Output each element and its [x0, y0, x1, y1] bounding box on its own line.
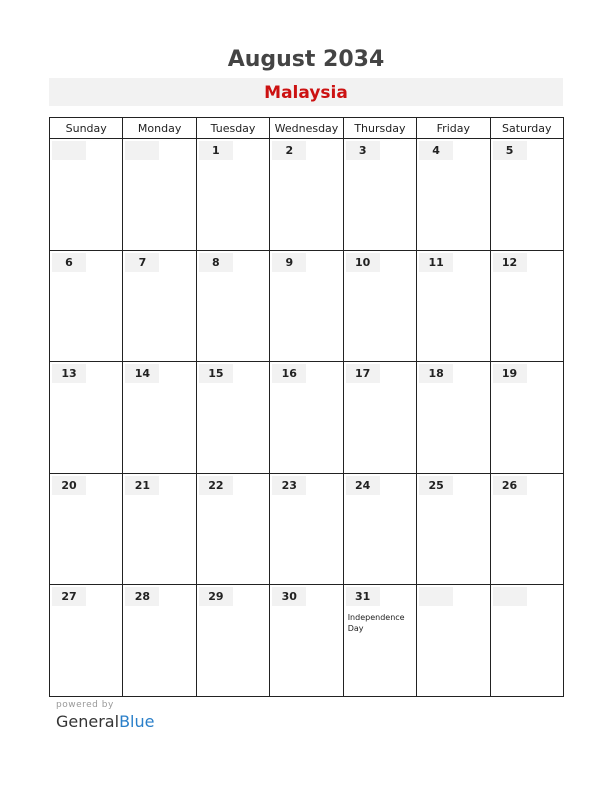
- day-number: 9: [272, 253, 306, 272]
- day-number: 27: [52, 587, 86, 606]
- day-cell: [196, 139, 269, 251]
- weekday-friday: Friday: [417, 118, 490, 139]
- weekday-monday: Monday: [123, 118, 196, 139]
- day-number: 12: [493, 253, 527, 272]
- day-cell: [50, 473, 123, 585]
- day-number: 17: [346, 364, 380, 383]
- day-cell: [196, 585, 269, 697]
- day-number: 26: [493, 476, 527, 495]
- day-number: 23: [272, 476, 306, 495]
- day-number: 24: [346, 476, 380, 495]
- country-banner: [49, 78, 563, 106]
- day-cell: [490, 139, 563, 251]
- day-number: 28: [125, 587, 159, 606]
- day-number: 8: [199, 253, 233, 272]
- weekday-wednesday: Wednesday: [270, 118, 343, 139]
- brand-general-text: General: [56, 712, 120, 731]
- day-cell: [270, 139, 343, 251]
- day-number: 1: [199, 141, 233, 160]
- day-number: [125, 141, 159, 160]
- weekday-thursday: Thursday: [343, 118, 416, 139]
- day-cell: [417, 473, 490, 585]
- day-cell: [490, 250, 563, 362]
- day-cell: [417, 250, 490, 362]
- day-cell: [50, 362, 123, 474]
- weekday-header-row: [50, 118, 564, 139]
- day-number: 4: [419, 141, 453, 160]
- day-number: 15: [199, 364, 233, 383]
- day-number: 10: [346, 253, 380, 272]
- week-row: [50, 473, 564, 585]
- day-cell: [196, 362, 269, 474]
- day-number: 19: [493, 364, 527, 383]
- day-number: 16: [272, 364, 306, 383]
- day-number: [52, 141, 86, 160]
- calendar-grid: [49, 117, 564, 697]
- day-cell: [343, 585, 416, 697]
- weekday-tuesday: Tuesday: [196, 118, 269, 139]
- day-number: 5: [493, 141, 527, 160]
- day-cell: [490, 473, 563, 585]
- day-number: 13: [52, 364, 86, 383]
- week-row: [50, 362, 564, 474]
- generalblue-logo: [56, 712, 154, 731]
- day-cell: [270, 250, 343, 362]
- page-title: August 2034: [227, 47, 385, 72]
- day-cell: [270, 362, 343, 474]
- day-cell: [196, 473, 269, 585]
- day-cell: [50, 250, 123, 362]
- footer-branding: [56, 700, 154, 731]
- day-cell: [50, 585, 123, 697]
- day-number: 25: [419, 476, 453, 495]
- day-cell: [417, 139, 490, 251]
- day-number: 14: [125, 364, 159, 383]
- day-cell: [343, 473, 416, 585]
- weekday-saturday: Saturday: [490, 118, 563, 139]
- day-cell: [490, 585, 563, 697]
- day-cell: [123, 585, 196, 697]
- day-number: 29: [199, 587, 233, 606]
- day-cell: [123, 139, 196, 251]
- day-cell: [123, 362, 196, 474]
- day-number: [419, 587, 453, 606]
- day-number: 30: [272, 587, 306, 606]
- week-row: [50, 250, 564, 362]
- day-cell: [417, 585, 490, 697]
- week-row: [50, 139, 564, 251]
- day-cell: [490, 362, 563, 474]
- day-cell: [123, 250, 196, 362]
- day-cell: [196, 250, 269, 362]
- day-number: 31: [346, 587, 380, 606]
- day-number: 7: [125, 253, 159, 272]
- day-number: 6: [52, 253, 86, 272]
- day-number: 22: [199, 476, 233, 495]
- week-row: [50, 585, 564, 697]
- holiday-label: Independence Day: [347, 613, 405, 634]
- day-number: [493, 587, 527, 606]
- day-number: 20: [52, 476, 86, 495]
- day-cell: [417, 362, 490, 474]
- day-number: 18: [419, 364, 453, 383]
- country-name: Malaysia: [264, 83, 348, 103]
- day-number: 3: [346, 141, 380, 160]
- day-cell: [50, 139, 123, 251]
- day-number: 11: [419, 253, 453, 272]
- day-cell: [343, 362, 416, 474]
- day-cell: [270, 585, 343, 697]
- day-number: 21: [125, 476, 159, 495]
- day-cell: [343, 250, 416, 362]
- day-cell: [270, 473, 343, 585]
- day-number: 2: [272, 141, 306, 160]
- powered-by-text: powered by: [56, 700, 114, 710]
- day-cell: [123, 473, 196, 585]
- brand-blue-text: Blue: [119, 712, 155, 731]
- day-cell: [343, 139, 416, 251]
- weekday-sunday: Sunday: [50, 118, 123, 139]
